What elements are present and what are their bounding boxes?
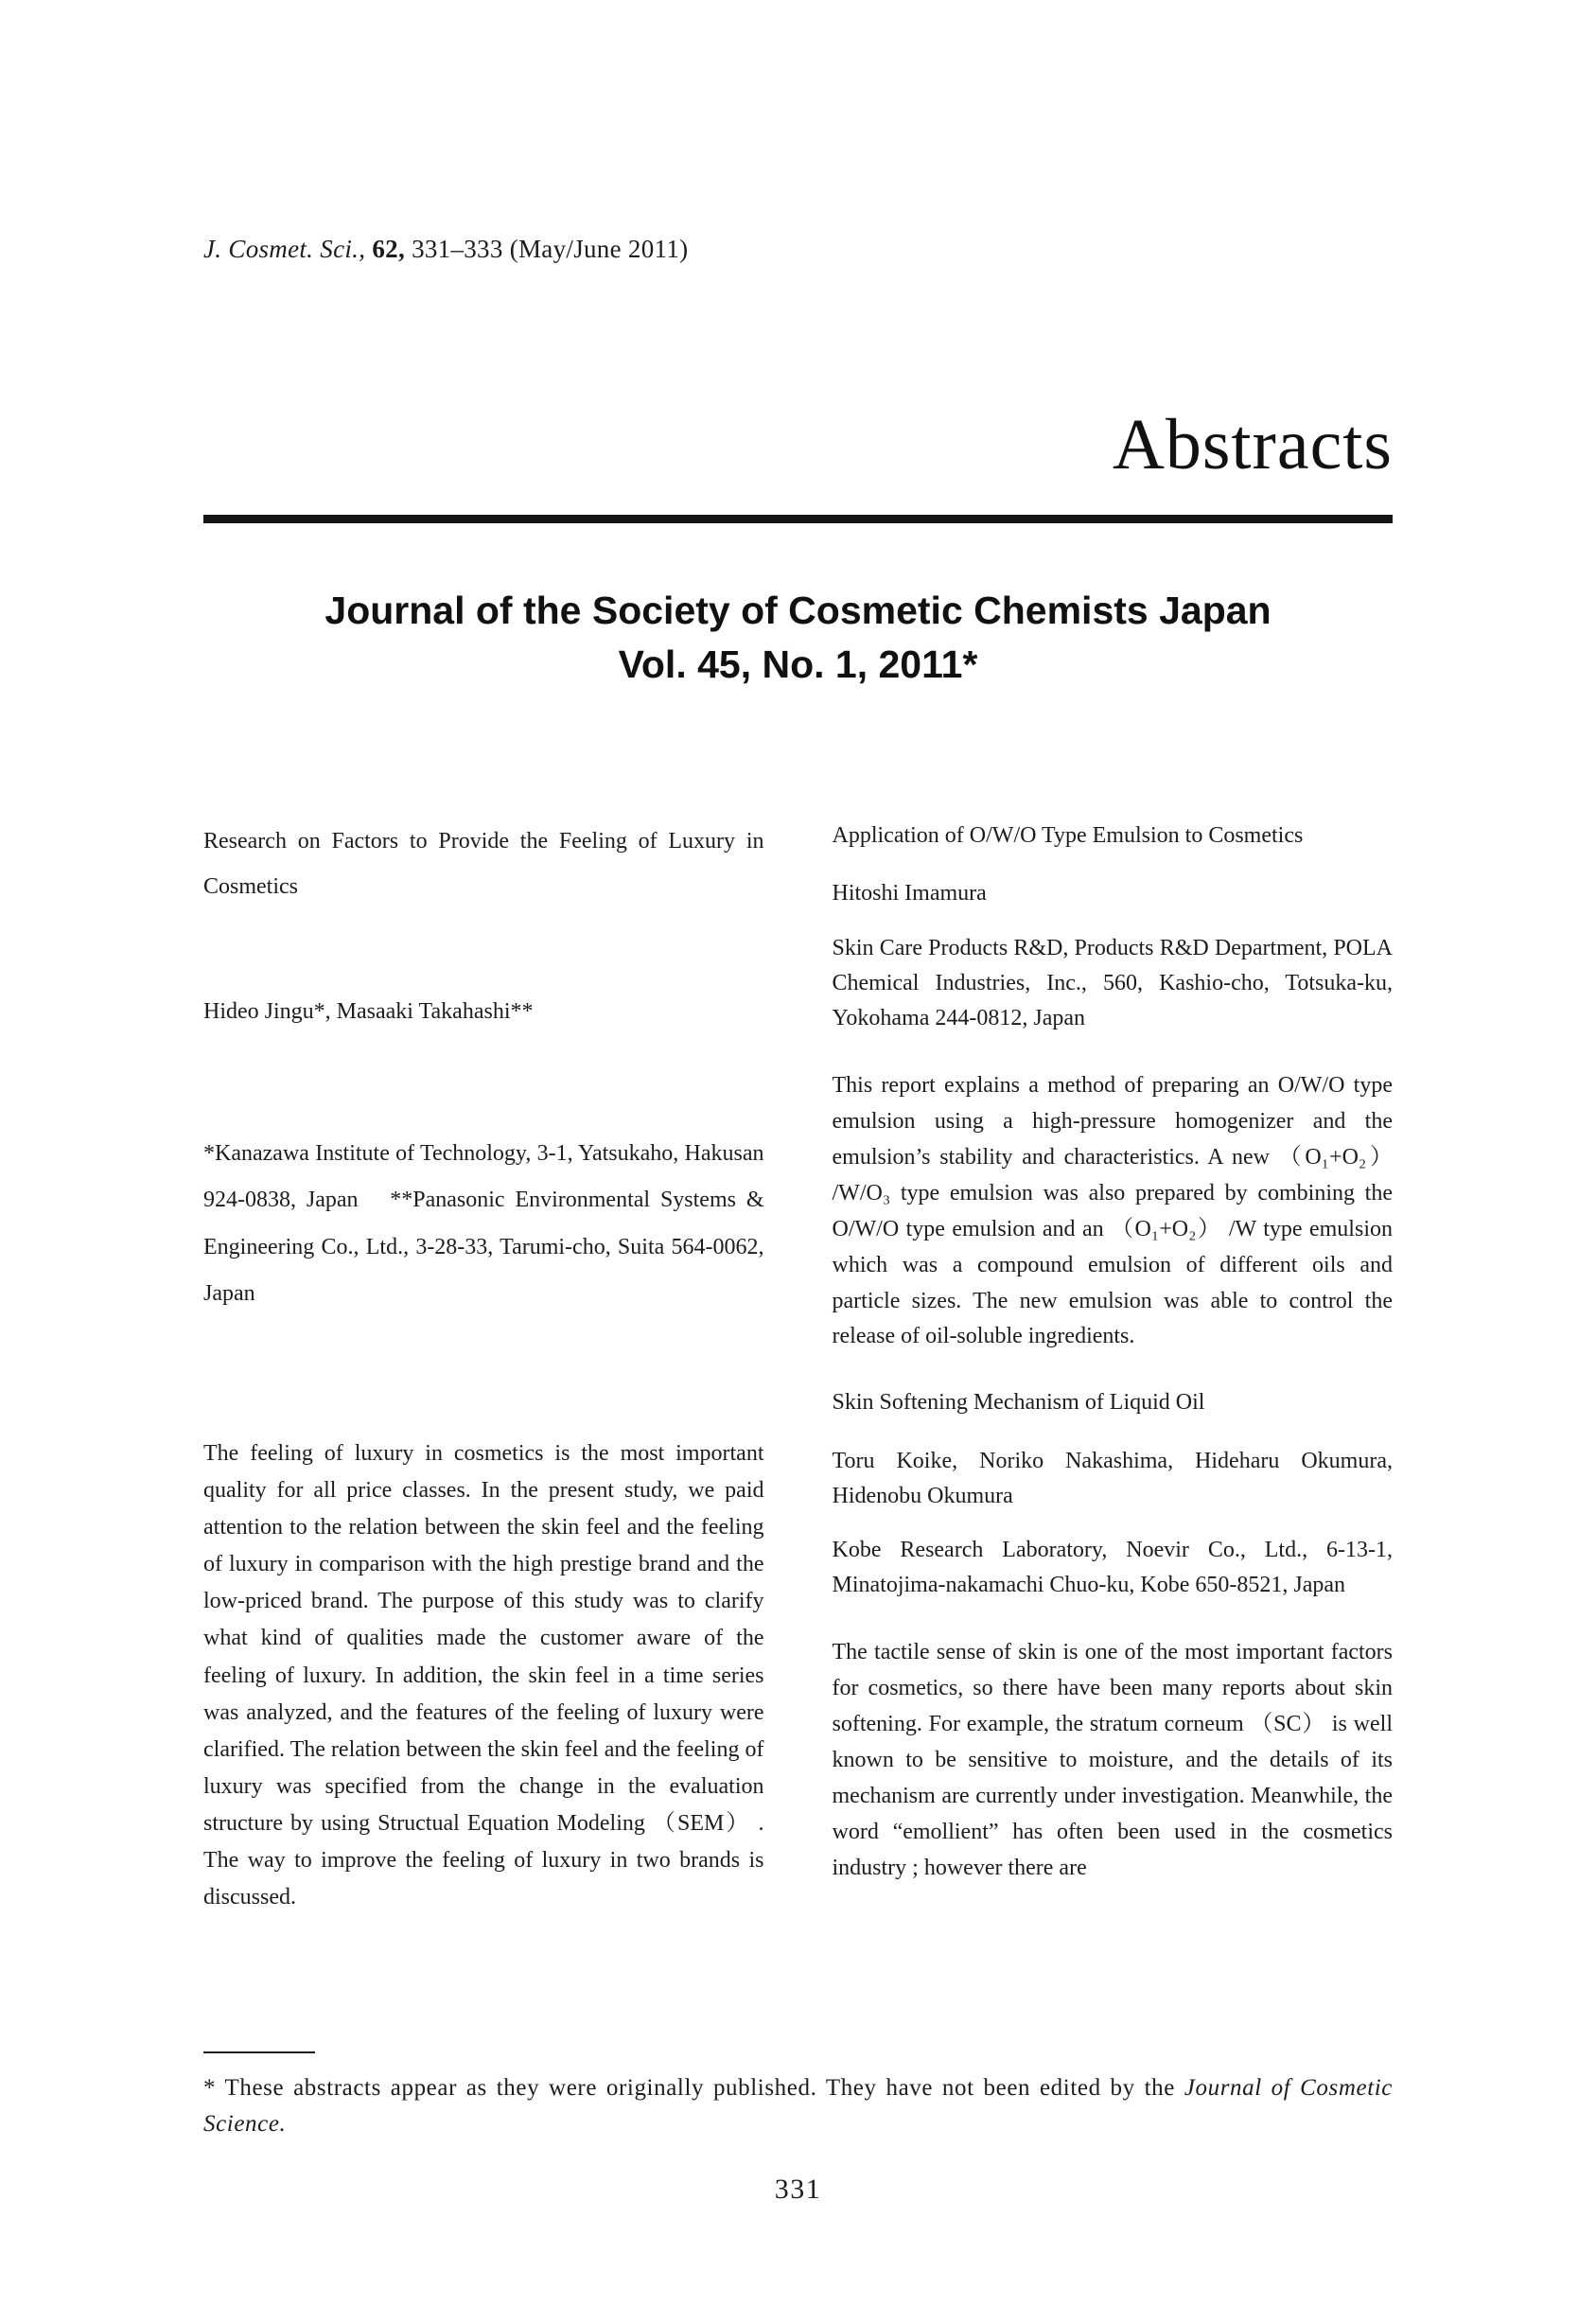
abstract-entry-emulsion — [833, 819, 1394, 1355]
abstract-entry-skin-softening — [833, 1385, 1394, 1886]
abstract-authors: Toru Koike, Noriko Nakashima, Hideharu Okumura, Hidenobu Okumura — [832, 1448, 1393, 1508]
journal-citation — [203, 0, 1393, 264]
left-column — [203, 819, 764, 1916]
footnote — [203, 2070, 1393, 2141]
footnote-text: * These abstracts appear as they were originally published. They have not been edited by the — [203, 2075, 1184, 2101]
abstract-body: This report explains a method of preparing an O/W/O type emulsion using a high-pressure homogenizer and the emulsion’s stability and characteristics. A new （O₁+O₂） /W/O₃ type emulsion was also prepared by combining the O/W/O type emulsion and an （O₁+O₂） /W type emulsion which was a compound emulsion of different oils and particle sizes. The new emulsion was able to control the release of oil-soluble ingredients. — [832, 1073, 1393, 1349]
citation-pages-date: 331–333 (May/June 2011) — [412, 235, 689, 263]
citation-journal-name: J. Cosmet. Sci., — [203, 235, 366, 263]
abstract-title: Application of O/W/O Type Emulsion to Cosmetics — [832, 823, 1304, 849]
abstract-body: The feeling of luxury in cosmetics is the most important quality for all price classes. In the present study, we paid attention to the relation between the skin feel and the feeling of luxury in comparison with the high prestige brand and the low-priced brand. The purpose of this study was to clarify what kind of qualities made the customer aware of the feeling of luxury. In addition, the skin feel in a time series was analyzed, and the features of the feeling of luxury were clarified. The relation between the skin feel and the feeling of luxury was specified from the change in the evaluation structure by using Structual Equation Modeling （SEM） . The way to improve the feeling of luxury in two brands is discussed. — [203, 1440, 764, 1910]
citation-volume: 62, — [372, 235, 405, 263]
abstract-authors: Hitoshi Imamura — [832, 881, 987, 907]
page-title: Abstracts — [1112, 405, 1393, 484]
abstract-affiliation: *Kanazawa Institute of Technology, 3-1, Yatsukaho, Hakusan 924-0838, Japan **Panasonic Environmental Systems & Engineering Co., Ltd., 3-28-33, Tarumi-cho, Suita 564-0062, Japan — [203, 1141, 764, 1306]
abstract-title: Skin Softening Mechanism of Liquid Oil — [832, 1390, 1205, 1416]
abstract-title: Research on Factors to Provide the Feeling of Luxury in Cosmetics — [203, 829, 764, 900]
page-footer — [203, 2051, 1393, 2206]
section-heading — [203, 584, 1393, 691]
abstract-entry-luxury — [203, 819, 764, 1916]
footnote-journal-name: Journal of Cosmetic Science. — [203, 2075, 1393, 2137]
abstract-affiliation: Skin Care Products R&D, Products R&D Department, POLA Chemical Industries, Inc., 560, Kashio-cho, Totsuka-ku, Yokohama 244-0812, Japan — [832, 935, 1393, 1030]
right-column — [833, 819, 1394, 1916]
abstracts-columns — [203, 819, 1393, 1916]
abstract-affiliation: Kobe Research Laboratory, Noevir Co., Ltd., 6-13-1, Minatojima-nakamachi Chuo-ku, Kobe 650-8521, Japan — [832, 1537, 1393, 1598]
footnote-divider — [203, 2051, 315, 2053]
abstract-body: The tactile sense of skin is one of the most important factors for cosmetics, so there have been many reports about skin softening. For example, the stratum corneum （SC） is well known to be sensitive to moisture, and the details of its mechanism are currently under investigation. Meanwhile, the word “emollient” has often been used in the cosmetics industry ; however there are — [832, 1640, 1393, 1880]
divider-rule — [203, 515, 1393, 523]
section-heading-line2: Vol. 45, No. 1, 2011* — [618, 642, 978, 686]
page-number: 331 — [774, 2174, 822, 2205]
abstract-authors: Hideo Jingu*, Masaaki Takahashi** — [203, 999, 534, 1025]
section-heading-line1: Journal of the Society of Cosmetic Chemists Japan — [324, 589, 1272, 632]
